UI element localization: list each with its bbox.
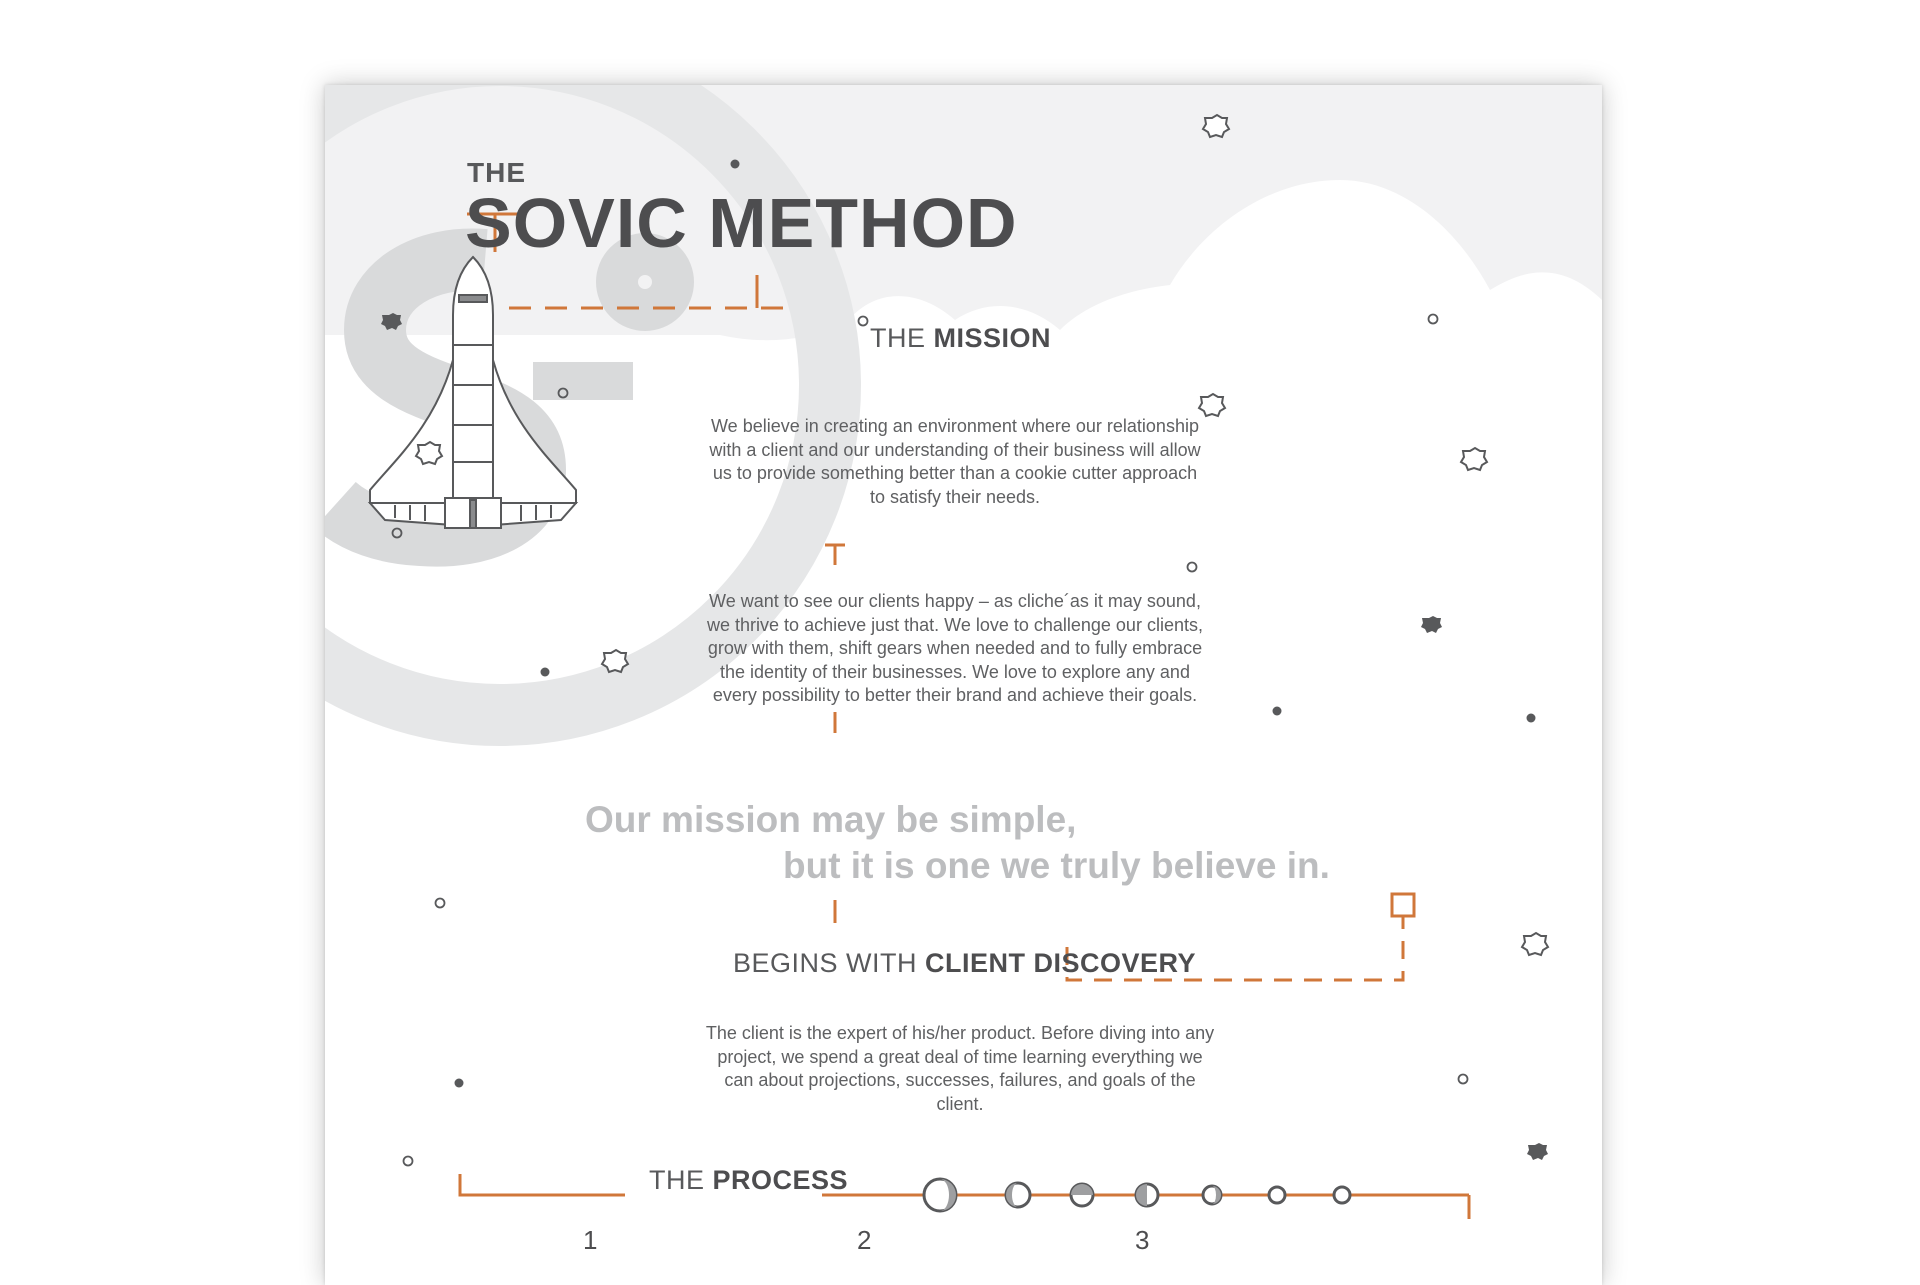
process-step-number: 3 xyxy=(1135,1225,1150,1255)
document-page xyxy=(325,85,1602,1285)
planet-dot-icon xyxy=(436,899,445,908)
moon-phase-icon xyxy=(1136,1184,1158,1206)
discovery-heading xyxy=(733,948,1196,979)
planet-dot-icon xyxy=(541,668,550,677)
star-icon xyxy=(1199,394,1225,416)
star-icon xyxy=(1421,616,1442,633)
planet-dot-icon xyxy=(1188,563,1197,572)
discovery-heading-bold: CLIENT DISCOVERY xyxy=(925,948,1197,978)
process-heading xyxy=(649,1165,848,1196)
planet-dot-icon xyxy=(859,317,868,326)
planet-dot-icon xyxy=(1527,714,1536,723)
moon-phase-icon xyxy=(1203,1186,1221,1204)
mission-paragraph-2: We want to see our clients happy – as cliche´as it may sound, we thrive to achieve just that. We love to challenge our clients, grow with them, shift gears when needed and to fully embrace the identity of their businesses. We love to explore any and every possibility to better their brand and achieve their goals. xyxy=(707,591,1203,705)
moon-phase-icon xyxy=(1006,1183,1030,1207)
mission-heading xyxy=(870,323,1051,354)
star-icon xyxy=(1461,448,1487,470)
star-icon xyxy=(1527,1143,1548,1160)
moon-phase-icon xyxy=(924,1179,956,1211)
star-icon xyxy=(1522,933,1548,955)
planet-dot-icon xyxy=(1429,315,1438,324)
planet-dot-icon xyxy=(1459,1075,1468,1084)
mission-paragraph-1: We believe in creating an environment where our relationship with a client and our understanding of their business will allow us to provide something better than a cookie cutter approach to satisfy their needs. xyxy=(709,416,1201,507)
quote-line-2: but it is one we truly believe in. xyxy=(783,845,1330,886)
planet-dot-icon xyxy=(404,1157,413,1166)
planet-dot-icon xyxy=(1273,707,1282,716)
process-heading-bold: PROCESS xyxy=(712,1165,849,1195)
mission-heading-light: THE xyxy=(870,323,926,353)
process-step-number: 2 xyxy=(857,1225,872,1255)
page-title: SOVIC METHOD xyxy=(465,184,1018,262)
discovery-paragraph: The client is the expert of his/her product. Before diving into any project, we spend a great deal of time learning everything we can about projections, successes, failures, and goals of the client. xyxy=(705,1023,1215,1114)
moon-phase-icon xyxy=(1334,1187,1350,1203)
planet-dot-icon xyxy=(731,160,740,169)
title-prefix: THE xyxy=(467,157,526,188)
process-step-number: 1 xyxy=(583,1225,598,1255)
mission-heading-bold: MISSION xyxy=(933,323,1052,353)
moon-phase-icon xyxy=(1269,1187,1285,1203)
moon-phase-icon xyxy=(1071,1184,1093,1206)
quote-line-1: Our mission may be simple, xyxy=(585,799,1077,840)
discovery-heading-light: BEGINS WITH xyxy=(733,948,918,978)
process-heading-light: THE xyxy=(649,1165,705,1195)
planet-dot-icon xyxy=(455,1079,464,1088)
